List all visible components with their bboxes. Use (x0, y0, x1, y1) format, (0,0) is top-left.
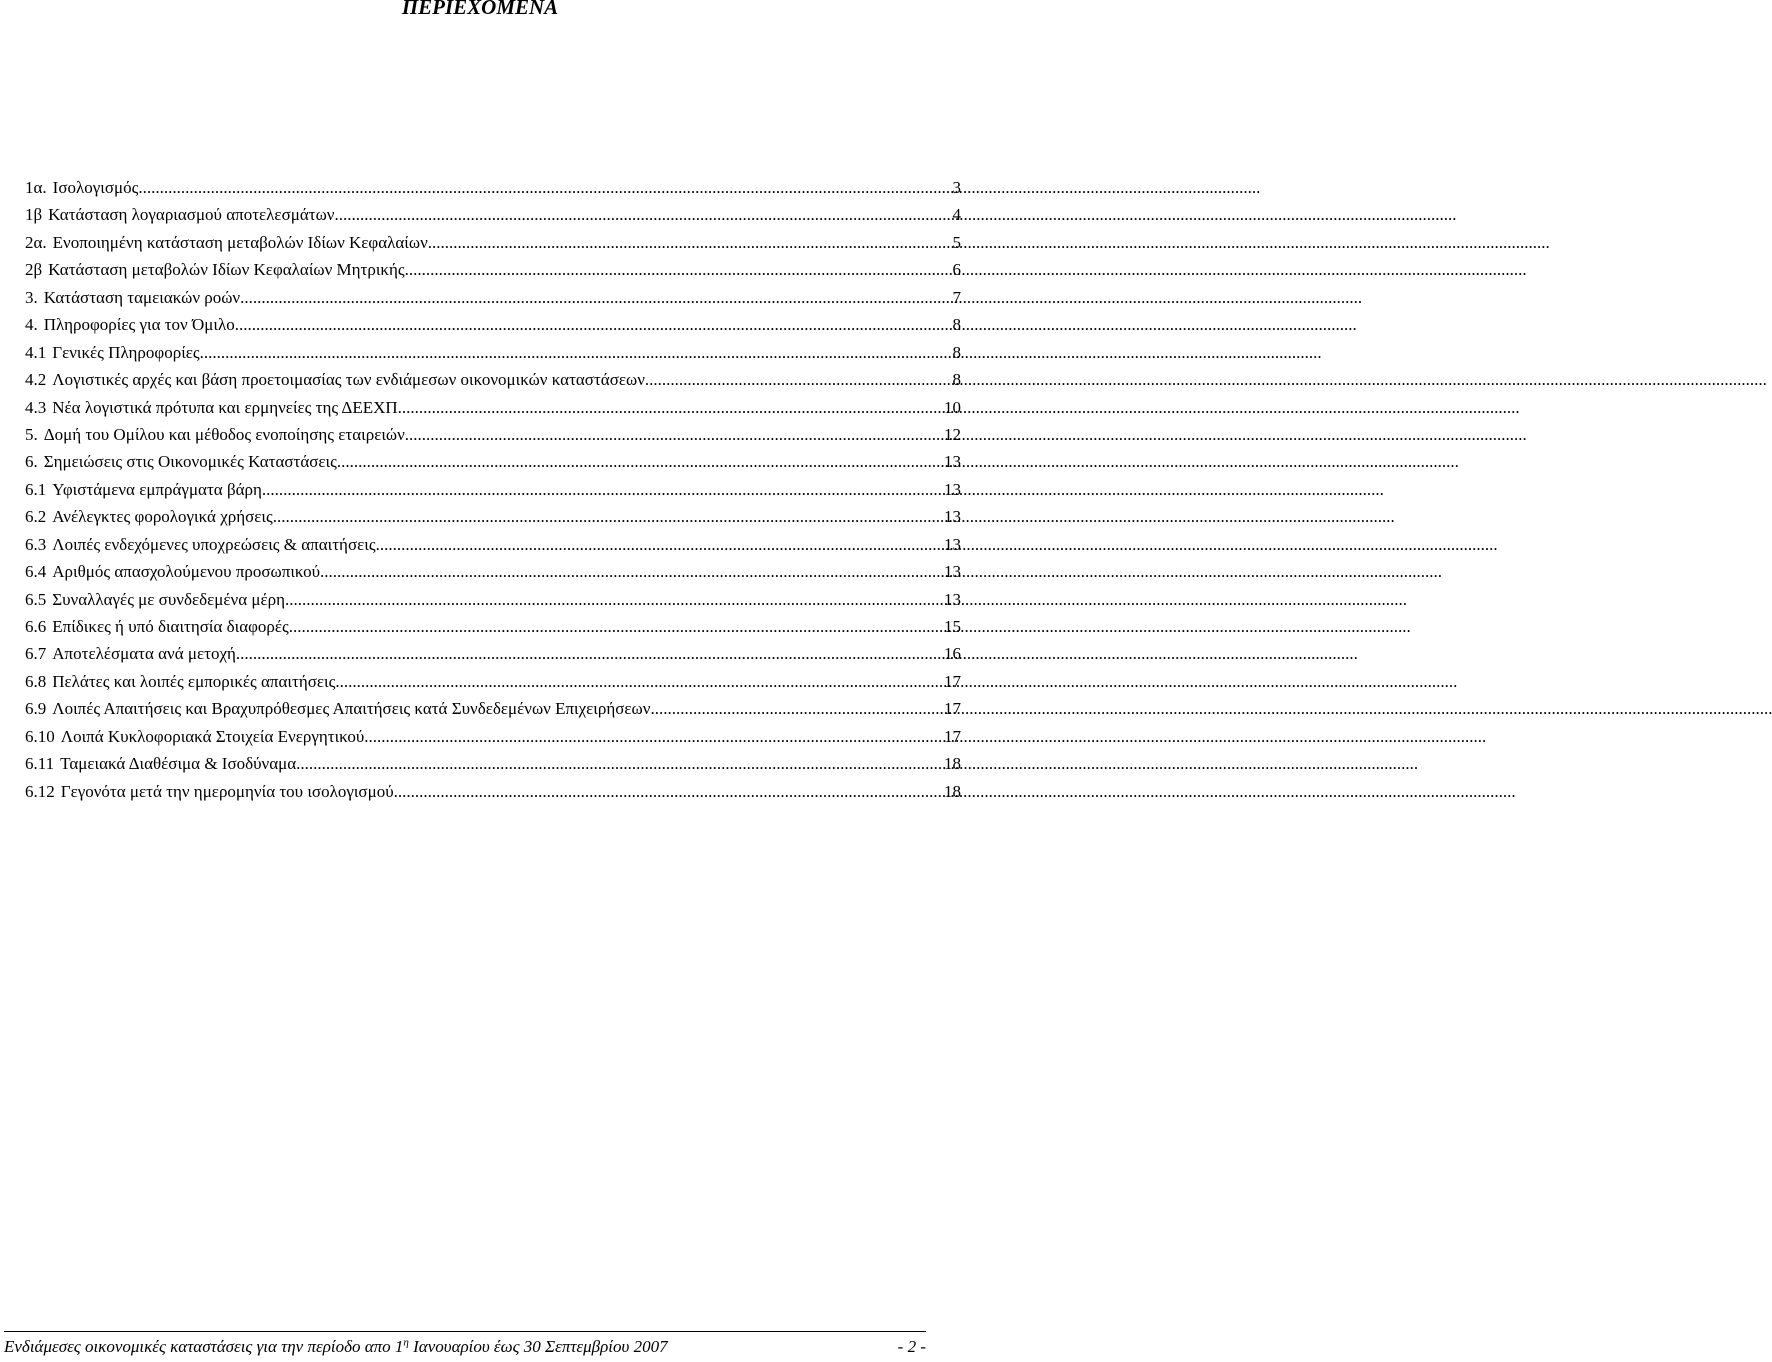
table-of-contents (25, 174, 961, 805)
toc-entry-page: 13 (944, 507, 961, 527)
toc-dot-leader (334, 201, 949, 228)
toc-dot-leader (645, 366, 950, 393)
page-title: ΠΕΡΙΕΧΟΜΕΝΑ (401, 0, 559, 19)
footer-document-title: Ενδιάμεσες οικονομικές καταστάσεις για την περίοδο απο $1^\eta$ Ιανουαρίου έως 30 Σεπτεμβρίου 2007 (4, 1336, 668, 1356)
toc-entry-number: 4.3 (25, 397, 47, 417)
toc-entry-title: Κατάσταση μεταβολών Ιδίων Κεφαλαίων Μητρικής (48, 260, 405, 280)
toc-entry[interactable] (25, 476, 961, 503)
toc-entry-page: 10 (944, 397, 961, 417)
toc-entry-title: Κατάσταση λογαριασμού αποτελεσμάτων (48, 205, 335, 225)
toc-entry-page: 3 (952, 178, 961, 197)
toc-entry-page: 8 (952, 342, 961, 362)
toc-dot-leader (335, 668, 941, 695)
toc-entry-number: 6.3 (25, 534, 47, 554)
toc-entry-title: Συναλλαγές με συνδεδεμένα μέρη (52, 589, 285, 609)
toc-entry-page: 15 (944, 617, 961, 636)
toc-entry-number: 6.8 (25, 671, 47, 691)
toc-entry-page: 17 (944, 671, 961, 691)
toc-entry-number: 6.4 (25, 562, 47, 582)
toc-dot-leader (296, 750, 941, 777)
toc-entry-page: 17 (944, 726, 961, 746)
toc-entry-title: Αριθμός απασχολούμενου προσωπικού (52, 562, 321, 582)
toc-entry-title: Ισολογισμός (52, 178, 139, 197)
toc-entry[interactable] (25, 586, 961, 613)
toc-entry-title: Ενοποιημένη κατάσταση μεταβολών Ιδίων Κεφαλαίων (52, 232, 428, 252)
toc-entry-page: 13 (944, 452, 961, 472)
toc-entry-page: 4 (952, 205, 961, 225)
toc-entry[interactable] (25, 640, 961, 667)
toc-entry-title: Γεγονότα μετά την ημερομηνία του ισολογισμού (60, 781, 394, 801)
toc-entry-page: 13 (944, 589, 961, 609)
toc-entry-title: Λοιπές Απαιτήσεις και Βραχυπρόθεσμες Απαιτήσεις κατά Συνδεδεμένων Επιχειρήσεων (52, 699, 651, 719)
toc-entry-title: Λοιπά Κυκλοφοριακά Στοιχεία Ενεργητικού (60, 726, 365, 746)
toc-entry[interactable] (25, 229, 961, 256)
toc-dot-leader (240, 284, 949, 311)
toc-entry-page: 13 (944, 562, 961, 582)
toc-entry[interactable] (25, 201, 961, 228)
toc-entry-page: 6 (952, 260, 961, 280)
toc-entry-number: 1α. (25, 178, 47, 197)
toc-entry-number: 2α. (25, 232, 47, 252)
toc-entry[interactable] (25, 421, 961, 448)
toc-dot-leader (289, 613, 941, 640)
footer-divider (4, 1331, 926, 1332)
toc-entry[interactable] (25, 750, 961, 777)
toc-entry-number: 5. (25, 424, 38, 444)
footer-superscript: η (403, 1336, 409, 1349)
toc-entry-number: 6.1 (25, 479, 47, 499)
toc-entry-page: 13 (944, 479, 961, 499)
toc-entry-number: 2β (25, 260, 43, 280)
toc-entry-page: 12 (944, 424, 961, 444)
toc-entry-title: Λοιπές ενδεχόμενες υποχρεώσεις & απαιτήσεις (52, 534, 376, 554)
page-footer (4, 1334, 926, 1360)
toc-dot-leader (337, 448, 941, 475)
toc-entry-number: 6.10 (25, 726, 55, 746)
toc-entry-title: Κατάσταση ταμειακών ροών (43, 287, 241, 307)
footer-page-number: - 2 - (897, 1337, 926, 1356)
toc-entry[interactable] (25, 256, 961, 283)
toc-dot-leader (398, 394, 941, 421)
toc-entry-page: 5 (952, 232, 961, 252)
toc-entry[interactable] (25, 778, 961, 805)
toc-entry-page: 16 (944, 644, 961, 664)
toc-entry-number: 6. (25, 452, 38, 472)
toc-entry[interactable] (25, 503, 961, 530)
toc-entry-title: Αποτελέσματα ανά μετοχή (52, 644, 236, 664)
toc-dot-leader (405, 421, 941, 448)
toc-dot-leader (428, 229, 950, 256)
toc-entry-page: 7 (952, 287, 961, 307)
toc-entry-number: 6.12 (25, 781, 55, 801)
toc-dot-leader (236, 640, 941, 667)
toc-entry[interactable] (25, 284, 961, 311)
toc-entry-title: Γενικές Πληροφορίες (52, 342, 200, 362)
toc-entry-number: 1β (25, 205, 43, 225)
toc-entry[interactable] (25, 448, 961, 475)
toc-entry[interactable] (25, 695, 961, 722)
toc-dot-leader (405, 256, 950, 283)
toc-entry-title: Δομή του Ομίλου και μέθοδος ενοποίησης εταιρειών (43, 424, 405, 444)
toc-entry-title: Ταμειακά Διαθέσιμα & Ισοδύναμα (60, 754, 297, 774)
toc-entry-number: 4.1 (25, 342, 47, 362)
toc-dot-leader (285, 586, 941, 613)
toc-entry[interactable] (25, 366, 961, 393)
toc-dot-leader (650, 695, 941, 722)
toc-entry-page: 18 (944, 754, 961, 774)
toc-entry-number: 3. (25, 287, 38, 307)
toc-entry-number: 6.2 (25, 507, 47, 527)
toc-entry[interactable] (25, 723, 961, 750)
toc-entry-number: 6.7 (25, 644, 47, 664)
toc-entry-title: Επίδικες ή υπό διαιτησία διαφορές (52, 617, 289, 636)
toc-entry-number: 6.9 (25, 699, 47, 719)
toc-dot-leader (394, 778, 941, 805)
toc-dot-leader (262, 476, 941, 503)
toc-entry[interactable] (25, 668, 961, 695)
toc-entry[interactable] (25, 531, 961, 558)
toc-dot-leader (364, 723, 941, 750)
toc-entry[interactable] (25, 339, 961, 366)
toc-entry-page: 8 (952, 315, 961, 335)
toc-entry-title: Σημειώσεις στις Οικονομικές Καταστάσεις (43, 452, 337, 472)
toc-dot-leader (376, 531, 941, 558)
toc-entry-number: 4. (25, 315, 38, 335)
toc-entry-title: Νέα λογιστικά πρότυπα και ερμηνείες της ΔΕΕΧΠ (52, 397, 398, 417)
toc-dot-leader (200, 339, 950, 366)
toc-entry-number: 6.5 (25, 589, 47, 609)
toc-entry-number: 4.2 (25, 370, 47, 390)
toc-dot-leader (235, 311, 950, 338)
toc-entry-title: Υφιστάμενα εμπράγματα βάρη (52, 479, 262, 499)
toc-entry-title: Λογιστικές αρχές και βάση προετοιμασίας των ενδιάμεσων οικονομικών καταστάσεων (52, 370, 645, 390)
toc-dot-leader (320, 558, 941, 585)
toc-entry[interactable] (25, 394, 961, 421)
toc-entry-page: 13 (944, 534, 961, 554)
toc-entry[interactable] (25, 311, 961, 338)
toc-dot-leader (273, 503, 941, 530)
toc-entry-number: 6.11 (25, 754, 55, 774)
toc-dot-leader (138, 174, 949, 201)
toc-entry[interactable] (25, 174, 961, 201)
toc-entry-title: Πελάτες και λοιπές εμπορικές απαιτήσεις (52, 671, 336, 691)
toc-entry[interactable] (25, 613, 961, 640)
toc-entry-page: 18 (944, 781, 961, 801)
toc-entry-title: Ανέλεγκτες φορολογικά χρήσεις (52, 507, 273, 527)
toc-entry-title: Πληροφορίες για τον Όμιλο (43, 315, 235, 335)
toc-entry-page: 17 (944, 699, 961, 719)
toc-entry-number: 6.6 (25, 617, 47, 636)
toc-entry[interactable] (25, 558, 961, 585)
toc-entry-page: 8 (952, 370, 961, 390)
